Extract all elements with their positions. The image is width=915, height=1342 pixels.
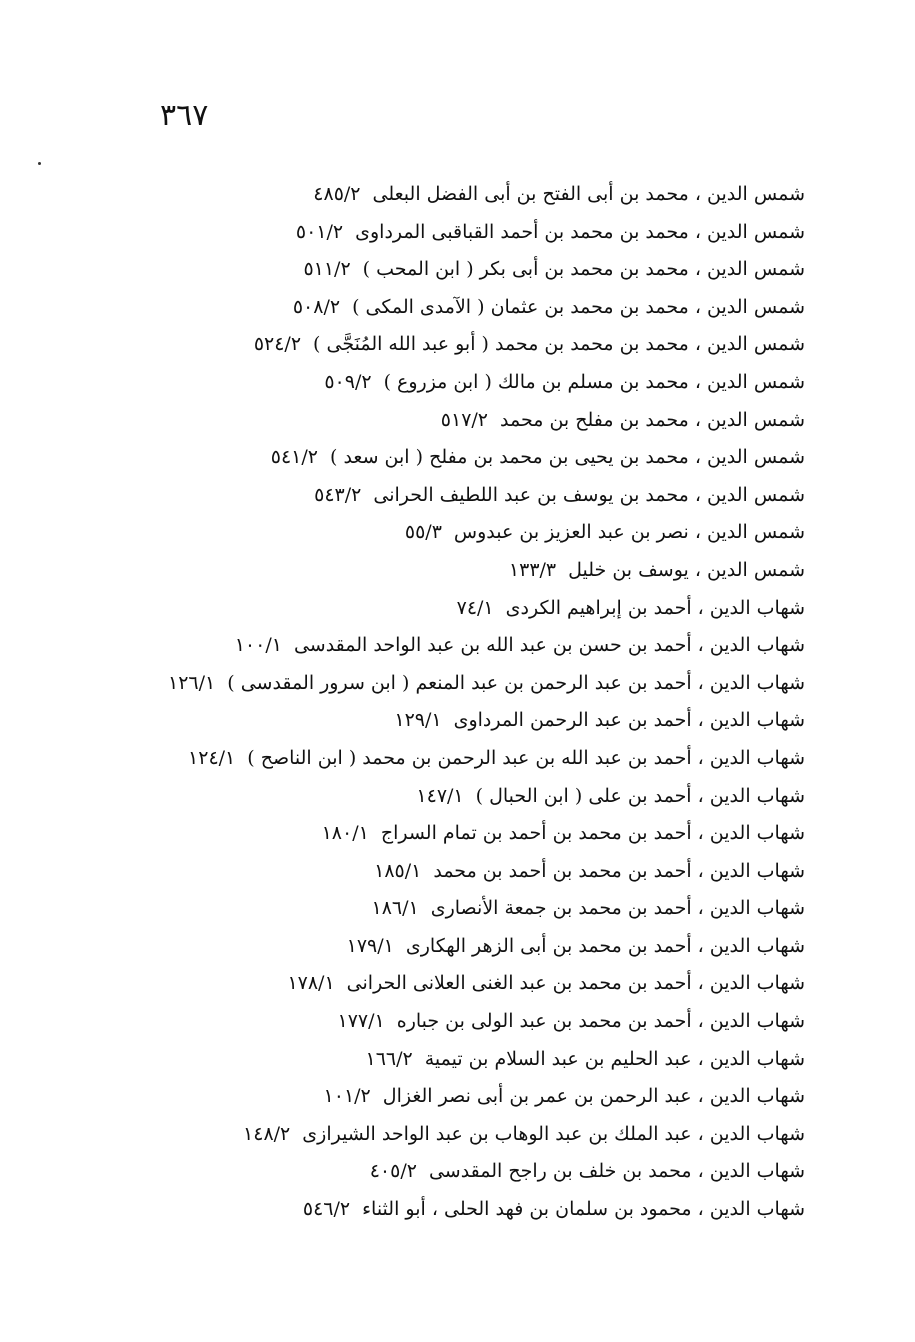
index-entry [85,251,805,289]
entry-reference: ١٨٠/١ [321,822,369,845]
index-entry [85,1116,805,1154]
index-entry [85,326,805,364]
entry-reference: ٥٤٦/٢ [302,1198,351,1221]
index-entry [85,702,805,740]
index-entry [85,928,805,966]
entry-name: شهاب الدين ، أحمد بن محمد بن عبد الولى بن جباره [396,1010,805,1033]
index-entry [85,552,805,590]
index-entry [85,1003,805,1041]
index-entry [85,364,805,402]
index-entry [85,176,805,214]
entry-name: شهاب الدين ، أحمد بن محمد بن جمعة الأنصارى [430,897,805,920]
index-entry [85,853,805,891]
entry-name: شمس الدين ، نصر بن عبد العزيز بن عبدوس [453,521,805,544]
entry-name: شمس الدين ، محمد بن محمد بن أحمد القباقبى المرداوى [355,220,805,243]
entry-name: شهاب الدين ، محمد بن خلف بن راجح المقدسى [428,1160,805,1183]
entry-reference: ٥١١/٢ [303,258,351,281]
index-entry [85,214,805,252]
entry-reference: ١٧٩/١ [346,934,394,957]
entry-name: شهاب الدين ، أحمد بن محمد بن أحمد بن محمد [433,859,805,882]
entry-reference: ١٢٤/١ [188,746,236,769]
entry-name: شهاب الدين ، أحمد بن على ( ابن الحبال ) [475,784,805,807]
entry-reference: ٤٠٥/٢ [369,1160,417,1183]
entry-name: شمس الدين ، محمد بن يحيى بن محمد بن مفلح ( ابن سعد ) [330,446,805,469]
entry-name: شهاب الدين ، أحمد بن عبد الله بن عبد الرحمن بن محمد ( ابن الناصح ) [247,746,805,769]
entry-name: شهاب الدين ، عبد الرحمن بن عمر بن أبى نصر الغزال [382,1085,805,1108]
page-number: ٣٦٧ [160,98,209,133]
index-entry-list [85,176,805,1229]
entry-name: شهاب الدين ، عبد الملك بن عبد الوهاب بن عبد الواحد الشيرازى [302,1122,805,1145]
entry-reference: ٧٤/١ [456,596,494,619]
entry-reference: ١٦٦/٢ [365,1047,413,1070]
entry-reference: ١٨٥/١ [374,859,422,882]
entry-reference: ٥٤٣/٢ [314,483,362,506]
index-entry [85,1191,805,1229]
entry-name: شهاب الدين ، أحمد بن عبد الرحمن المرداوى [453,709,805,732]
entry-reference: ٥٠٩/٢ [324,370,372,393]
entry-name: شمس الدين ، محمد بن محمد بن عثمان ( الآمدى المكى ) [352,295,805,318]
entry-reference: ١٠٠/١ [234,634,282,657]
entry-reference: ١٠١/٢ [323,1085,371,1108]
entry-reference: ١٤٨/٢ [243,1122,291,1145]
index-entry [85,477,805,515]
entry-name: شهاب الدين ، محمود بن سلمان بن فهد الحلى ، أبو الثناء [362,1198,805,1221]
entry-reference: ١٣٣/٣ [508,558,557,581]
entry-name: شهاب الدين ، أحمد بن محمد بن أبى الزهر الهكارى [405,934,805,957]
entry-reference: ٥٠٨/٢ [292,295,341,318]
entry-name: شمس الدين ، محمد بن أبى الفتح بن أبى الفضل البعلى [372,183,805,205]
entry-name: شهاب الدين ، أحمد بن عبد الرحمن بن عبد المنعم ( ابن سرور المقدسى ) [227,671,805,694]
entry-name: شمس الدين ، يوسف بن خليل [568,558,805,581]
index-entry [85,439,805,477]
index-entry [85,665,805,703]
entry-reference: ٥١٧/٢ [440,408,489,431]
entry-reference: ١٤٧/١ [416,784,464,807]
index-entry [85,402,805,440]
entry-reference: ٥٤١/٢ [270,446,318,469]
entry-reference: ١٢٩/١ [394,709,442,732]
entry-reference: ٥٥/٣ [404,521,442,544]
index-entry [85,1078,805,1116]
entry-reference: ١٧٨/١ [287,972,335,995]
print-speck [38,162,41,165]
entry-reference: ٥٢٤/٢ [253,333,302,356]
entry-reference: ١٢٦/١ [168,671,216,694]
entry-reference: ١٨٦/١ [371,897,419,920]
entry-name: شمس الدين ، محمد بن محمد بن أبى بكر ( ابن المحب ) [362,258,805,281]
index-entry [85,514,805,552]
index-entry [85,815,805,853]
entry-name: شهاب الدين ، عبد الحليم بن عبد السلام بن تيمية [424,1047,805,1070]
index-entry [85,890,805,928]
entry-name: شهاب الدين ، أحمد بن حسن بن عبد الله بن عبد الواحد المقدسى [293,634,805,657]
entry-name: شمس الدين ، محمد بن مفلح بن محمد [500,408,805,431]
entry-name: شهاب الدين ، أحمد بن إبراهيم الكردى [505,596,805,619]
index-entry [85,1041,805,1079]
index-entry [85,590,805,628]
index-entry [85,778,805,816]
entry-reference: ٥٠١/٢ [295,220,344,243]
entry-name: شهاب الدين ، أحمد بن محمد بن عبد الغنى العلانى الحرانى [346,972,805,995]
entry-reference: ٤٨٥/٢ [313,183,361,205]
index-entry [85,1153,805,1191]
index-entry [85,627,805,665]
entry-name: شمس الدين ، محمد بن يوسف بن عبد اللطيف الحرانى [373,483,805,506]
entry-name: شهاب الدين ، أحمد بن محمد بن أحمد بن تمام السراج [380,822,805,845]
index-entry [85,289,805,327]
entry-reference: ١٧٧/١ [337,1010,385,1033]
entry-name: شمس الدين ، محمد بن محمد بن محمد ( أبو عبد الله المُنَجَّى ) [313,333,805,356]
index-entry [85,740,805,778]
entry-name: شمس الدين ، محمد بن مسلم بن مالك ( ابن مزروع ) [383,370,805,393]
index-entry [85,965,805,1003]
